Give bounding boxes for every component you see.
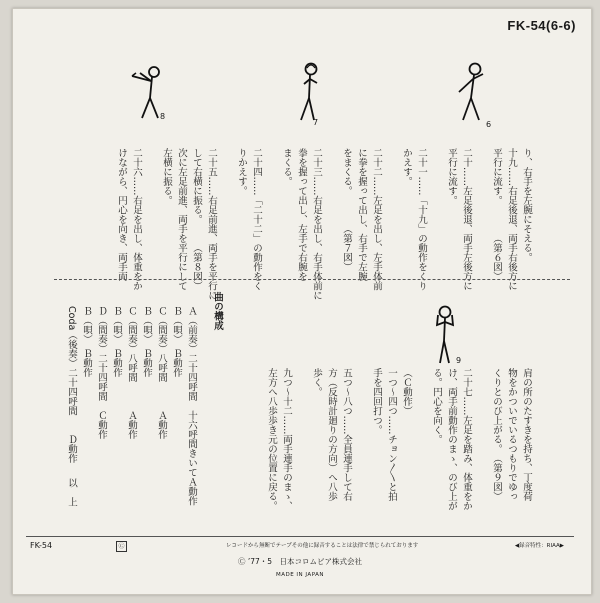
structure-rows: Ａ（前奏）二十四呼間 十六呼間きいてＡ動作 Ｂ（唄） Ｂ動作 Ｃ（間奏）八呼間 Ａ動作 Ｂ（唄） Ｂ動作 Ｃ（間奏）八呼間 Ａ動作 Ｂ（唄） Ｂ動作 Ｄ（間奏）二十四呼間 Ｃ動作 Ｂ（唄） Ｂ動作 Coda（後奏）二十四呼間 Ｄ動作 xyxy=(66,306,197,506)
lower-instructions: 肩の所のたすきを持ち、丁度荷 物をかついでいるつもりでゆっ くりとのび上がる。 （第９図） 二十七……左足を踏み、体重をか け、両手前動作のまゝ、のび上が る。円心を向く。 （Ｃ動作） 一つ～四つ……チョン〳〵と拍 手を四回打つ。 五つ～八つ……全員連手して右 方（反時計廻りの方向）へ八歩 歩く。 九つ～十二……両手連手のまゝ、 左方へ八歩歩き元の位置に戻る。 xyxy=(266,368,532,511)
structure-title: 曲の構成 xyxy=(212,292,223,330)
dance-figure-6 xyxy=(453,60,493,126)
structure-end: 以 上 xyxy=(66,478,77,507)
dance-figure-7 xyxy=(290,60,330,126)
section-divider xyxy=(54,279,570,280)
fig8-number: 8 xyxy=(160,112,166,121)
made-in: MADE IN JAPAN xyxy=(275,572,325,578)
footer-code: FK-54 xyxy=(30,541,53,550)
footer-rule xyxy=(26,536,574,537)
catalog-code: FK-54(6-6) xyxy=(507,18,576,33)
footer-mark: Ⓒ xyxy=(116,541,127,552)
fig9-number: 9 xyxy=(456,356,462,365)
fig7-number: 7 xyxy=(313,118,319,127)
dance-figure-8 xyxy=(128,64,178,126)
recording-characteristic: ◀録音特性：RIAA▶ xyxy=(514,543,564,549)
fig6-number: 6 xyxy=(486,120,492,129)
copyright-notice: レコードから無断でテープその他に録音することは法律で禁じられております xyxy=(226,543,419,549)
company-name: Ⓒ ’77・5 日本コロムビア株式会社 xyxy=(237,557,363,566)
upper-instructions: り、右手を左腕にそえる。 十九……右足後退、両手右後方に 平行に流す。 （第６図） 二十……左足後退、両手左後方に 平行に流す。 二十一……「十九」の動作をくり かえす。 二十二……左足を出し、左手体前 に拳を握って出し、右手で左腕 をまくる。 （第７図） 二十三……右足を出し、右手体前に 拳を握って出し、左手で右腕を まくる。 二十四……「二十二」の動作をく りかえす。 二十五……右足前進、両手を平行に して右横に振る。 次に左足前進、両手を平行にして 左横に振る。 二十六……右足を出し、体重をか けながら、円心を向き、両手両 xyxy=(116,148,532,300)
